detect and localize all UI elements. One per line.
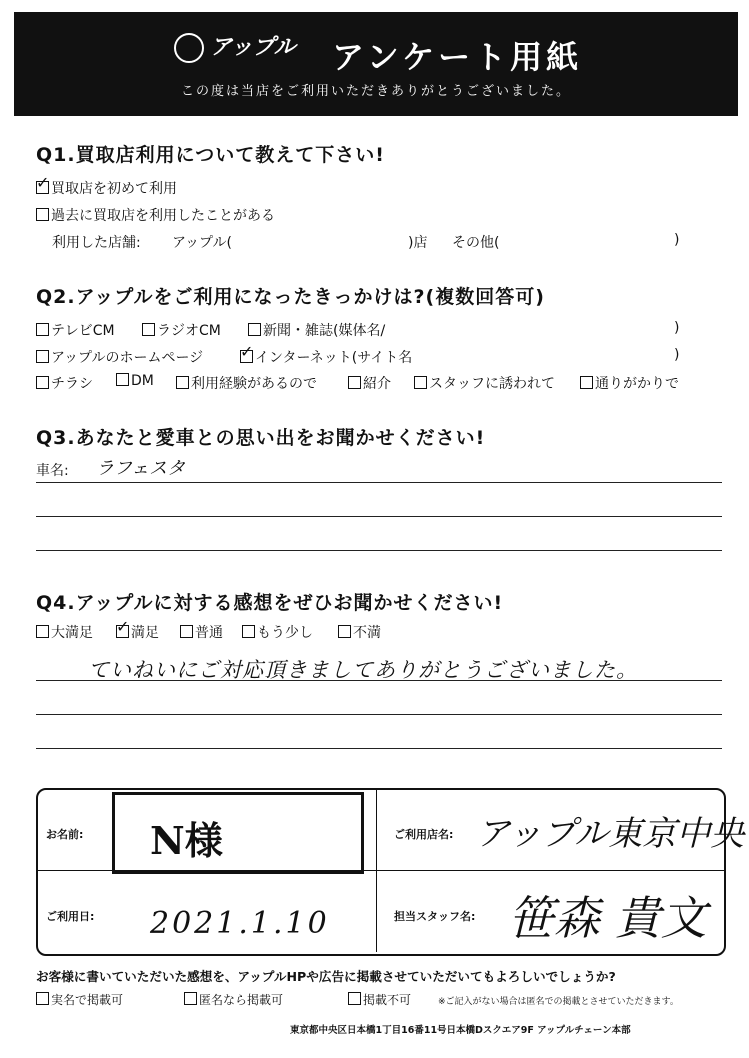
option-label: ラジオCM [157, 323, 221, 339]
checkbox-icon[interactable] [36, 625, 49, 638]
answer-line [36, 680, 722, 681]
company-address: 東京都中央区日本橋1丁目16番11号日本橋Dスクエア9F アップルチェーン本部 [290, 1025, 631, 1036]
q2-option-internet[interactable] [240, 347, 412, 367]
checkbox-icon[interactable] [36, 350, 49, 363]
option-label: テレビCM [51, 323, 115, 339]
answer-line [36, 550, 722, 551]
apple-logo [174, 30, 296, 63]
option-label: 通りがかりで [595, 376, 679, 392]
option-label: 不満 [353, 625, 381, 641]
q2-heading: Q2.アップルをご利用になったきっかけは?(複数回答可) [36, 286, 545, 308]
store-value[interactable]: アップル東京中央 [476, 814, 745, 854]
checkbox-icon[interactable] [348, 376, 361, 389]
q2-option-passing[interactable] [580, 373, 679, 393]
checkbox-icon[interactable] [142, 323, 155, 336]
option-label: 買取店を初めて利用 [51, 181, 177, 197]
option-label: 満足 [131, 625, 159, 641]
q4-option-dissatisfied[interactable] [338, 622, 381, 642]
option-label: DM [131, 373, 154, 389]
checkbox-icon[interactable] [348, 992, 361, 1005]
checkbox-icon[interactable] [338, 625, 351, 638]
option-label: 新聞・雑誌(媒体名/ [263, 323, 386, 339]
checkbox-icon[interactable] [414, 376, 427, 389]
q2-option-radiocm[interactable] [142, 320, 221, 340]
name-label: お名前: [46, 828, 84, 841]
checkbox-icon[interactable] [36, 992, 49, 1005]
q4-heading: Q4.アップルに対する感想をぜひお聞かせください! [36, 592, 504, 614]
answer-line [36, 516, 722, 517]
option-label: 紹介 [363, 376, 391, 392]
option-label: 普通 [195, 625, 223, 641]
name-value[interactable]: N様 [150, 818, 223, 863]
checkbox-icon[interactable] [242, 625, 255, 638]
checkbox-icon[interactable] [580, 376, 593, 389]
q4-option-satisfied[interactable] [116, 622, 159, 642]
store-label: ご利用店名: [394, 828, 454, 841]
q4-option-normal[interactable] [180, 622, 223, 642]
staff-label: 担当スタッフ名: [394, 910, 476, 923]
consent-note: ※ご記入がない場合は匿名での掲載とさせていただきます。 [438, 997, 679, 1007]
option-label: チラシ [51, 376, 93, 392]
checkbox-icon[interactable] [36, 208, 49, 221]
q4-option-more[interactable] [242, 622, 313, 642]
consent-option-real-name[interactable] [36, 991, 123, 1008]
checkbox-icon[interactable] [36, 323, 49, 336]
form-subtitle: この度は当店をご利用いただきありがとうございました。 [180, 84, 571, 99]
q1-store-apple: アップル( [172, 235, 232, 251]
q2-option-referral[interactable] [348, 373, 391, 393]
q2-option-homepage[interactable] [36, 347, 203, 367]
consent-option-no[interactable] [348, 991, 411, 1008]
header-banner [14, 12, 738, 116]
checkbox-icon[interactable] [184, 992, 197, 1005]
option-label: アップルのホームページ [51, 350, 204, 366]
option-label: 過去に買取店を利用したことがある [51, 208, 275, 224]
checkbox-icon[interactable] [36, 181, 49, 194]
q3-car-label: 車名: [36, 463, 69, 479]
checkbox-icon[interactable] [36, 376, 49, 389]
date-value[interactable]: 2021.1.10 [150, 906, 330, 941]
date-label: ご利用日: [46, 910, 95, 923]
q1-store-label: 利用した店舗: [52, 235, 141, 251]
option-label: 匿名なら掲載可 [199, 993, 284, 1007]
form-title: アンケート用紙 [332, 38, 583, 76]
q1-store-suffix: )店 [408, 235, 428, 251]
checkbox-icon[interactable] [248, 323, 261, 336]
answer-line [36, 748, 722, 749]
checkbox-icon[interactable] [116, 625, 129, 638]
checkbox-icon[interactable] [180, 625, 193, 638]
q1-close-paren: ) [674, 232, 680, 248]
answer-line [36, 482, 722, 483]
q2-close-paren-1: ) [674, 320, 680, 336]
consent-question: お客様に書いていただいた感想を、アップルHPや広告に掲載させていただいてもよろしいでしょうか? [36, 969, 616, 984]
q2-close-paren-2: ) [674, 347, 680, 363]
q2-option-tvcm[interactable] [36, 320, 115, 340]
option-label: スタッフに誘われて [429, 376, 555, 392]
option-label: もう少し [257, 625, 313, 641]
staff-value[interactable]: 笹森 貴文 [508, 891, 707, 945]
option-label: 実名で掲載可 [51, 993, 124, 1007]
q1-option-used-before[interactable] [36, 205, 275, 225]
q1-store-other: その他( [452, 235, 500, 251]
q3-heading: Q3.あなたと愛車との思い出をお聞かせください! [36, 427, 486, 449]
option-label: 利用経験があるので [191, 376, 317, 392]
consent-option-anonymous[interactable] [184, 991, 283, 1008]
q3-car-value[interactable]: ラフェスタ [96, 458, 186, 479]
option-label: 掲載不可 [363, 993, 412, 1007]
q2-option-newspaper[interactable] [248, 320, 385, 340]
q2-option-flyer[interactable] [36, 373, 93, 393]
answer-line [36, 714, 722, 715]
q1-option-first-time[interactable] [36, 178, 177, 198]
logo-text: アップル [210, 34, 296, 60]
checkbox-icon[interactable] [240, 350, 253, 363]
checkbox-icon[interactable] [116, 373, 129, 386]
q2-option-dm[interactable] [116, 373, 154, 389]
q2-option-staff[interactable] [414, 373, 555, 393]
option-label: インターネット(サイト名 [255, 350, 413, 366]
q2-option-experience[interactable] [176, 373, 317, 393]
q4-comment[interactable]: ていねいにご対応頂きましてありがとうございました。 [88, 658, 638, 682]
frame-divider-v [376, 790, 377, 952]
checkbox-icon[interactable] [176, 376, 189, 389]
q1-heading: Q1.買取店利用について教えて下さい! [36, 144, 385, 166]
option-label: 大満足 [51, 625, 93, 641]
apple-logo-icon [174, 33, 204, 63]
q4-option-very-satisfied[interactable] [36, 622, 93, 642]
